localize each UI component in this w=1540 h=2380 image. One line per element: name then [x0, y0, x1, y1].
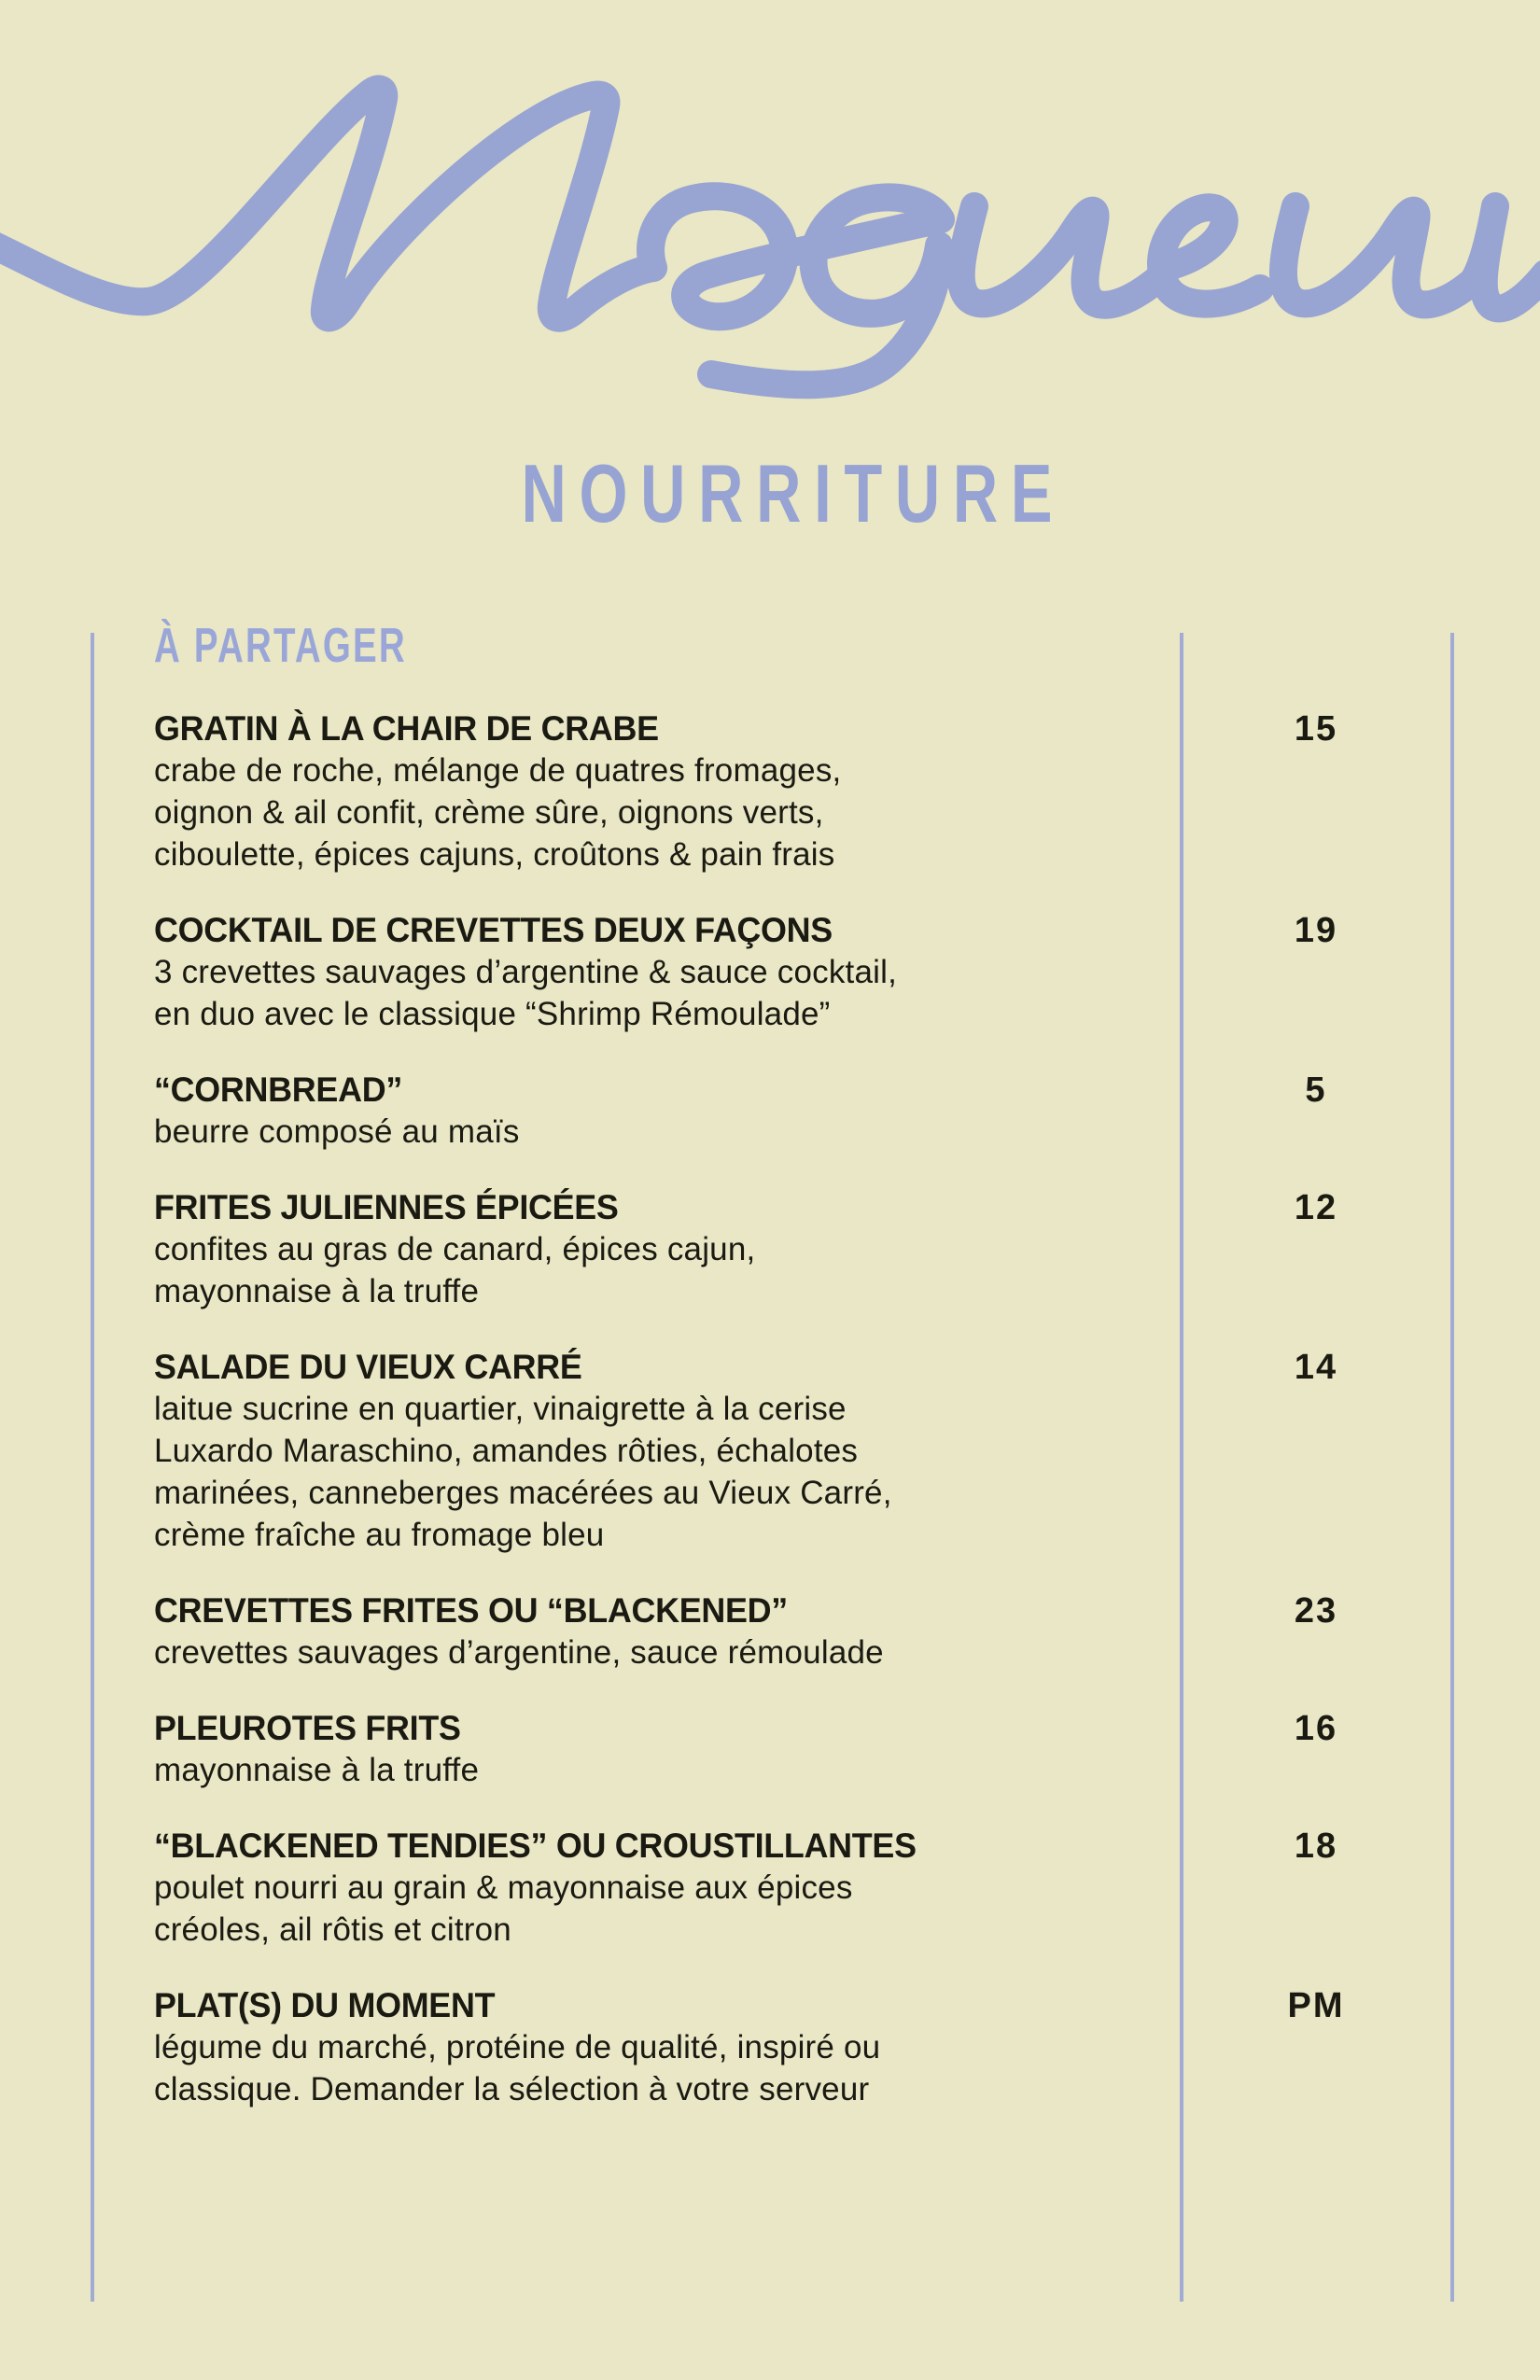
menu-item-name: PLAT(S) DU MOMENT — [154, 1986, 496, 2024]
menu-item-description-line: beurre composé au maïs — [154, 1113, 520, 1150]
menu-item-description-line: laitue sucrine en quartier, vinaigrette à la cerise — [154, 1391, 847, 1427]
menu-item — [154, 1825, 1409, 1951]
menu-item-description-line: marinées, canneberges macérées au Vieux Carré, — [154, 1475, 892, 1511]
divider-left-rule — [91, 633, 94, 2302]
menu-item-price: 14 — [1294, 1348, 1338, 1387]
menu-item-description — [154, 2026, 1409, 2110]
divider-right-rule — [1450, 633, 1454, 2302]
menu-item-description — [154, 1749, 1409, 1791]
menu-item-description — [154, 951, 1409, 1035]
menu-item-name: PLEUROTES FRITS — [154, 1709, 461, 1747]
menu-item-description — [154, 1228, 1409, 1312]
menu-item — [154, 1069, 1409, 1153]
menu-item-price: 16 — [1294, 1709, 1338, 1748]
menu-item-description-line: confites au gras de canard, épices cajun, — [154, 1231, 756, 1267]
menu-item-description — [154, 749, 1409, 875]
menu-item-price: 15 — [1294, 709, 1338, 749]
menu-item — [154, 1186, 1409, 1312]
menu-item-description-line: Luxardo Maraschino, amandes rôties, échalotes — [154, 1433, 859, 1469]
menu-item-description-line: mayonnaise à la truffe — [154, 1273, 480, 1309]
menu-item-description-line: crevettes sauvages d’argentine, sauce rémoulade — [154, 1634, 884, 1671]
menu-item-description-line: classique. Demander la sélection à votre serveur — [154, 2071, 870, 2107]
menu-item-description — [154, 1388, 1409, 1556]
menu-item-description-line: oignon & ail confit, crème sûre, oignons verts, — [154, 794, 824, 831]
menu-item-price: PM — [1287, 1986, 1345, 2025]
menu-item-description-line: poulet nourri au grain & mayonnaise aux épices — [154, 1869, 853, 1906]
menu-item-name: “BLACKENED TENDIES” OU CROUSTILLANTES — [154, 1827, 917, 1865]
menu-item-price: 12 — [1294, 1188, 1338, 1227]
menu-item-price: 19 — [1294, 911, 1338, 950]
menu-item-description-line: créoles, ail rôtis et citron — [154, 1911, 511, 1948]
menu-item-description-line: ciboulette, épices cajuns, croûtons & pain frais — [154, 836, 835, 873]
menu-item — [154, 1346, 1409, 1556]
menu-item-description-line: 3 crevettes sauvages d’argentine & sauce cocktail, — [154, 954, 897, 990]
menu-item-name: COCKTAIL DE CREVETTES DEUX FAÇONS — [154, 911, 833, 949]
menu-item-description-line: en duo avec le classique “Shrimp Rémoulade” — [154, 996, 831, 1032]
menu-section-a-partager — [154, 619, 1409, 2144]
menu-item-name: CREVETTES FRITES OU “BLACKENED” — [154, 1591, 788, 1630]
menu-item-description-line: crème fraîche au fromage bleu — [154, 1517, 605, 1553]
menu-item — [154, 909, 1409, 1035]
menu-item-description — [154, 1631, 1409, 1673]
section-title: À PARTAGER — [154, 619, 407, 673]
menu-item-name: “CORNBREAD” — [154, 1071, 402, 1109]
menu-item-description-line: légume du marché, protéine de qualité, inspiré ou — [154, 2029, 881, 2065]
menu-item — [154, 1589, 1409, 1673]
menu-item-name: SALADE DU VIEUX CARRÉ — [154, 1348, 582, 1386]
menu-item-description-line: mayonnaise à la truffe — [154, 1752, 480, 1788]
menu-items-list — [154, 707, 1409, 2110]
menu-item — [154, 707, 1409, 875]
menu-item — [154, 1707, 1409, 1791]
menu-item-name: GRATIN À LA CHAIR DE CRABE — [154, 709, 659, 748]
menu-item-price: 18 — [1294, 1827, 1338, 1866]
menu-item-price: 23 — [1294, 1591, 1338, 1631]
menu-item — [154, 1984, 1409, 2110]
moqueur-script-logo — [0, 51, 1540, 453]
menu-item-description — [154, 1111, 1409, 1153]
menu-item-price: 5 — [1305, 1071, 1327, 1110]
menu-item-description — [154, 1867, 1409, 1951]
menu-item-description-line: crabe de roche, mélange de quatres fromages, — [154, 752, 842, 789]
page-title: NOURRITURE — [521, 447, 1066, 539]
menu-item-name: FRITES JULIENNES ÉPICÉES — [154, 1188, 619, 1226]
